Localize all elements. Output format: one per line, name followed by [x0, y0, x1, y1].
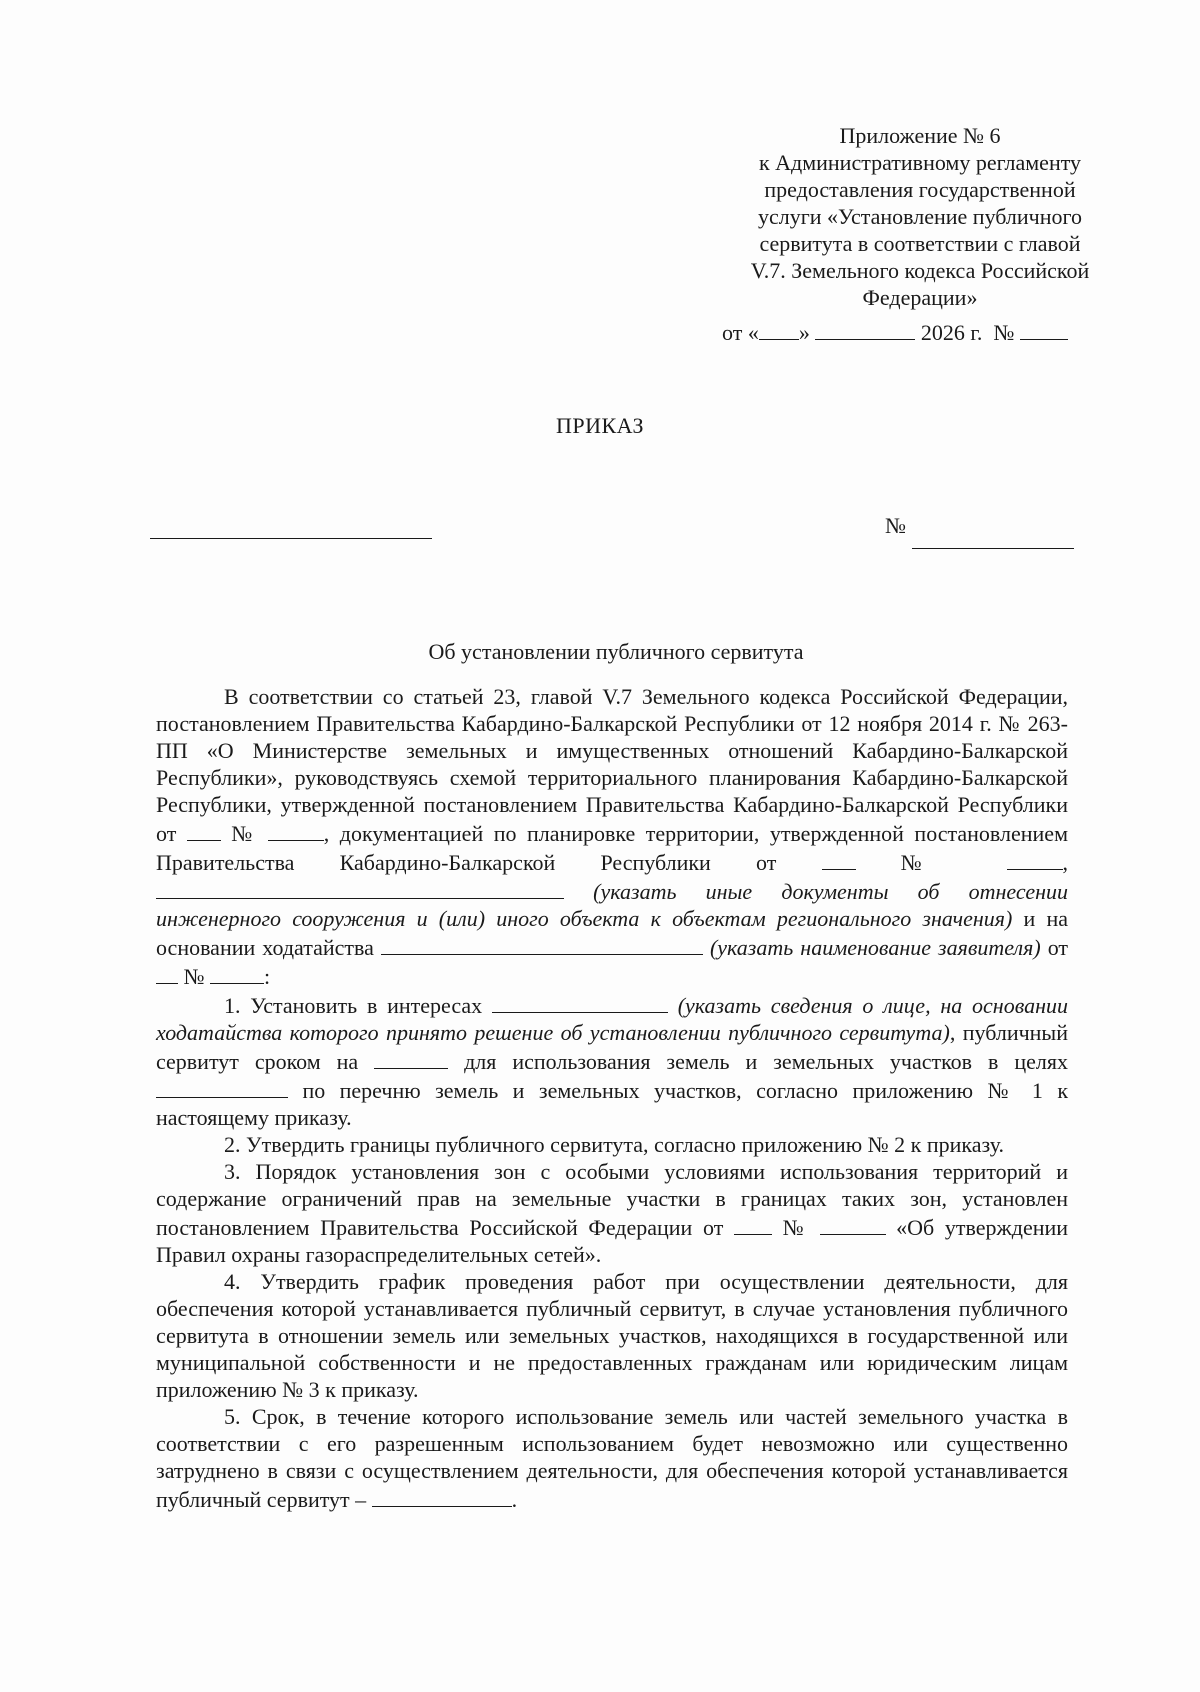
appendix-date-line — [722, 317, 1068, 346]
appendix-line: Приложение № 6 — [839, 123, 1001, 148]
text-segment: по перечню земель и земельных участков, согласно приложению № 1 к настоящему приказу. — [156, 1078, 1069, 1130]
clause-3 — [156, 1158, 1068, 1268]
text-segment: «Об утверждении Правил охраны газораспределительных сетей». — [156, 1215, 1069, 1267]
order-number-label: № — [885, 513, 906, 538]
text-segment: № — [231, 821, 258, 846]
clause-1 — [156, 990, 1068, 1131]
italic-note: (указать иные документы об отнесении инженерного сооружения и (или) иного объекта к объектам регионального значения) — [156, 879, 1068, 931]
month-blank — [815, 317, 915, 340]
order-subject: Об установлении публичного сервитута — [428, 639, 804, 664]
appendix-line: Федерации» — [862, 285, 978, 310]
blank-field — [822, 847, 856, 870]
order-body — [156, 683, 1068, 1513]
text-segment: , — [1062, 850, 1069, 875]
blank-field — [210, 961, 264, 984]
blank-field — [268, 818, 324, 841]
clause-4: 4. Утвердить график проведения работ при осуществлении деятельности, для обеспечения которой устанавливается публичный сервитут, в случае установления публичного сервитута в отношении земель или земельных участков, находящихся в государственной или муниципальной собственности и не предоставленных гражданам или юридическим лицам приложению № 3 к приказу. — [156, 1269, 1068, 1402]
text-segment: . — [511, 1487, 518, 1512]
text-segment: № — [183, 964, 205, 989]
text-segment: № — [782, 1215, 809, 1240]
date-prefix: от « — [722, 320, 759, 345]
appendix-header — [720, 122, 1120, 311]
text-segment: , публичный сервитут сроком на — [156, 1020, 1068, 1074]
appendix-line: услуги «Установление публичного — [757, 204, 1082, 229]
text-segment: , документацией по планировке территории, утвержденной постановлением Правительства Кабардино-Балкарской Республики от — [156, 821, 1068, 875]
appendix-line: V.7. Земельного кодекса Российской — [750, 258, 1090, 283]
italic-note: (указать сведения о лице, на основании ходатайства которого принято решение об установлении публичного сервитута) — [156, 993, 1069, 1045]
blank-field — [187, 818, 221, 841]
blank-field — [381, 932, 703, 955]
day-blank — [759, 317, 799, 340]
text-segment: и на основании ходатайства — [156, 906, 1069, 960]
text-segment: : — [264, 964, 271, 989]
clause-5 — [156, 1403, 1068, 1513]
order-number-blank — [912, 548, 1074, 549]
italic-note: (указать наименование заявителя) — [709, 935, 1041, 960]
blank-field — [734, 1212, 772, 1235]
text-segment: В соответствии со статьей 23, главой V.7 Земельного кодекса Российской Федерации, постановлением Правительства Кабардино-Балкарской Республики от 12 ноября 2014 г. № 263-ПП «О Министерстве земельных и имущественных отношений Кабардино-Балкарской Республики», руководствуясь схемой территориального планирования Кабардино-Балкарской Республики, утвержденной постановлением Правительства Кабардино-Балкарской Республики от — [156, 684, 1068, 846]
text-segment: 3. Порядок установления зон с особыми условиями использования территорий и содержание ограничений прав на земельные участки в границах таких зон, установлен постановлением Правительства Российской Федерации от — [156, 1159, 1068, 1240]
date-mid: » — [798, 320, 810, 345]
appendix-line: сервитута в соответствии с главой — [759, 231, 1081, 256]
appendix-line: предоставления государственной — [764, 177, 1076, 202]
blank-field — [820, 1212, 886, 1235]
blank-field — [492, 990, 668, 1013]
appendix-line: к Административному регламенту — [758, 150, 1082, 175]
blank-field — [156, 1075, 288, 1098]
blank-field — [156, 961, 178, 984]
clause-2: 2. Утвердить границы публичного сервитута, согласно приложению № 2 к приказу. — [224, 1132, 1005, 1157]
text-segment: № — [900, 850, 962, 875]
order-date-blank — [150, 538, 432, 539]
text-segment: от — [1047, 935, 1069, 960]
text-segment: 5. Срок, в течение которого использование земель или частей земельного участка в соответствии с его разрешенным использованием будет невозможно или существенно затруднено в связи с осуществлением деятельности, для обеспечения которой устанавливается публичный сервитут – — [156, 1404, 1068, 1512]
blank-field — [1007, 847, 1063, 870]
page-title: ПРИКАЗ — [555, 413, 645, 438]
text-segment: для использования земель и земельных участков в целях — [464, 1049, 1068, 1074]
text-segment: 1. Установить в интересах — [224, 993, 483, 1018]
date-number-sign: № — [993, 320, 1015, 345]
blank-field — [156, 876, 564, 899]
blank-field — [372, 1484, 512, 1507]
blank-field — [374, 1046, 448, 1069]
appendix-number-blank — [1020, 317, 1068, 340]
preamble-paragraph — [156, 683, 1068, 990]
date-year: 2026 г. — [920, 320, 983, 345]
